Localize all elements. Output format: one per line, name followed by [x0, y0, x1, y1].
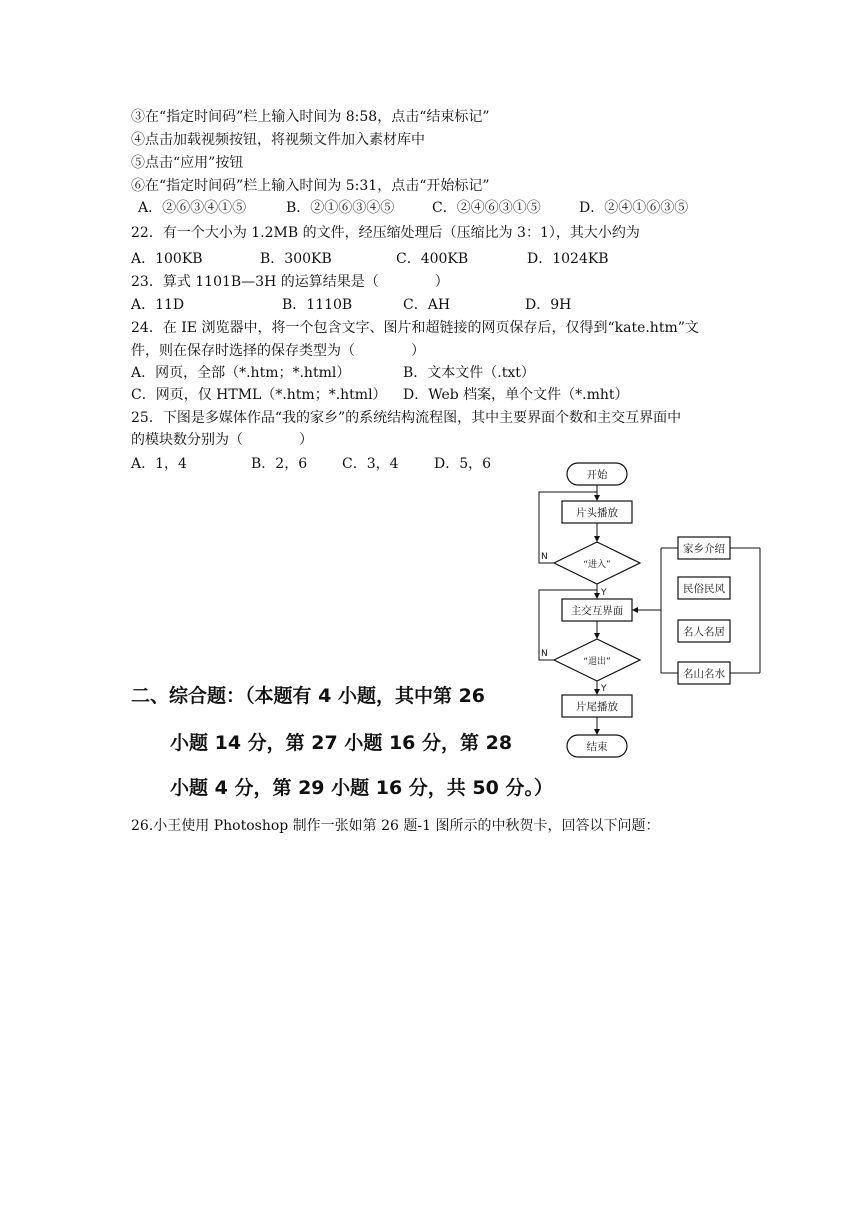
flow-module-label-2: 民俗民风 — [683, 583, 725, 595]
q23-option-a: A．11D — [131, 297, 185, 313]
q24-option-c: C．网页，仅 HTML（*.htm；*.html） — [131, 387, 387, 403]
flow-module-label-1: 家乡介绍 — [683, 543, 725, 555]
step-3: ③在“指定时间码”栏上输入时间为 8:58，点击“结束标记” — [131, 109, 490, 125]
q21-option-c: C．②④⑥③①⑤ — [432, 200, 541, 216]
flow-module-label-4: 名山名水 — [683, 668, 725, 680]
q22-option-a: A．100KB — [131, 251, 203, 267]
step-4: ④点击加载视频按钮，将视频文件加入素材库中 — [131, 132, 425, 148]
section-2-heading-line3: 小题 4 分，第 29 小题 16 分，共 50 分。） — [170, 777, 553, 799]
q21-option-a: A．②⑥③④①⑤ — [138, 200, 247, 216]
q24-text-2: 件，则在保存时选择的保存类型为（ ） — [131, 343, 425, 359]
q21-option-b: B．②①⑥③④⑤ — [286, 200, 395, 216]
flow-outro-node — [562, 695, 632, 717]
flow-enter-decision — [554, 542, 640, 584]
q25-option-c: C．3，4 — [342, 456, 399, 472]
flow-no-label-1: N — [541, 552, 548, 562]
q24-option-a: A．网页，全部（*.htm；*.html） — [131, 365, 351, 381]
flow-enter-label: “进入” — [583, 560, 611, 570]
q23-option-b: B．1110B — [282, 297, 353, 313]
flow-end-node — [567, 735, 627, 757]
q22-option-d: D．1024KB — [527, 251, 609, 267]
flow-outro-label: 片尾播放 — [576, 701, 618, 713]
step-6: ⑥在“指定时间码”栏上输入时间为 5:31，点击“开始标记” — [131, 178, 490, 194]
step-5: ⑤点击“应用”按钮 — [131, 155, 244, 171]
q25-option-d: D．5，6 — [434, 456, 492, 472]
q26-text: 26.小王使用 Photoshop 制作一张如第 26 题-1 图所示的中秋贺卡，回答以下问题： — [131, 818, 660, 834]
flow-no-label-2: N — [541, 649, 548, 659]
q23-option-d: D．9H — [525, 297, 572, 313]
flow-yes-label-1: Y — [601, 588, 607, 598]
flow-main-label: 主交互界面 — [570, 605, 624, 617]
flow-start-node — [567, 463, 627, 485]
q24-option-d: D．Web 档案，单个文件（*.mht） — [403, 387, 629, 403]
q22-text: 22．有一个大小为 1.2MB 的文件，经压缩处理后（压缩比为 3：1），其大小约为 — [131, 225, 640, 241]
q25-option-a: A．1，4 — [131, 456, 187, 472]
flow-module-celebrities — [678, 620, 730, 642]
flow-start-label: 开始 — [586, 469, 608, 481]
q25-text-1: 25．下图是多媒体作品“我的家乡”的系统结构流程图，其中主要界面个数和主交互界面中 — [131, 410, 682, 426]
flow-intro-label: 片头播放 — [576, 507, 618, 519]
flow-module-hometown — [678, 537, 730, 559]
q24-text-1: 24．在 IE 浏览器中，将一个包含文字、图片和超链接的网页保存后，仅得到“kate.htm”文 — [131, 320, 699, 336]
q23-text: 23．算式 1101B—3H 的运算结果是（ ） — [131, 274, 449, 290]
flow-yes-label-2: Y — [601, 684, 607, 694]
q23-option-c: C．AH — [403, 297, 451, 313]
flow-module-label-3: 名人名居 — [683, 626, 725, 638]
q25-option-b: B．2，6 — [251, 456, 308, 472]
section-2-heading: 二、综合题：（本题有 4 小题，其中第 26 — [131, 685, 486, 707]
flow-main-node — [562, 599, 632, 621]
flow-module-landscape — [678, 662, 730, 684]
q21-option-d: D．②④①⑥③⑤ — [579, 200, 689, 216]
flow-intro-node — [562, 501, 632, 523]
section-2-heading-line2: 小题 14 分，第 27 小题 16 分，第 28 — [170, 732, 513, 754]
q22-option-c: C．400KB — [396, 251, 469, 267]
q25-text-2: 的模块数分别为（ ） — [131, 432, 313, 448]
system-flowchart — [525, 455, 780, 780]
flow-exit-decision — [554, 639, 640, 681]
q24-option-b: B．文本文件（.txt） — [403, 365, 535, 381]
q22-option-b: B．300KB — [260, 251, 332, 267]
flow-end-label: 结束 — [586, 741, 608, 753]
flow-exit-label: “退出” — [583, 657, 611, 667]
flow-module-folk — [678, 577, 730, 599]
